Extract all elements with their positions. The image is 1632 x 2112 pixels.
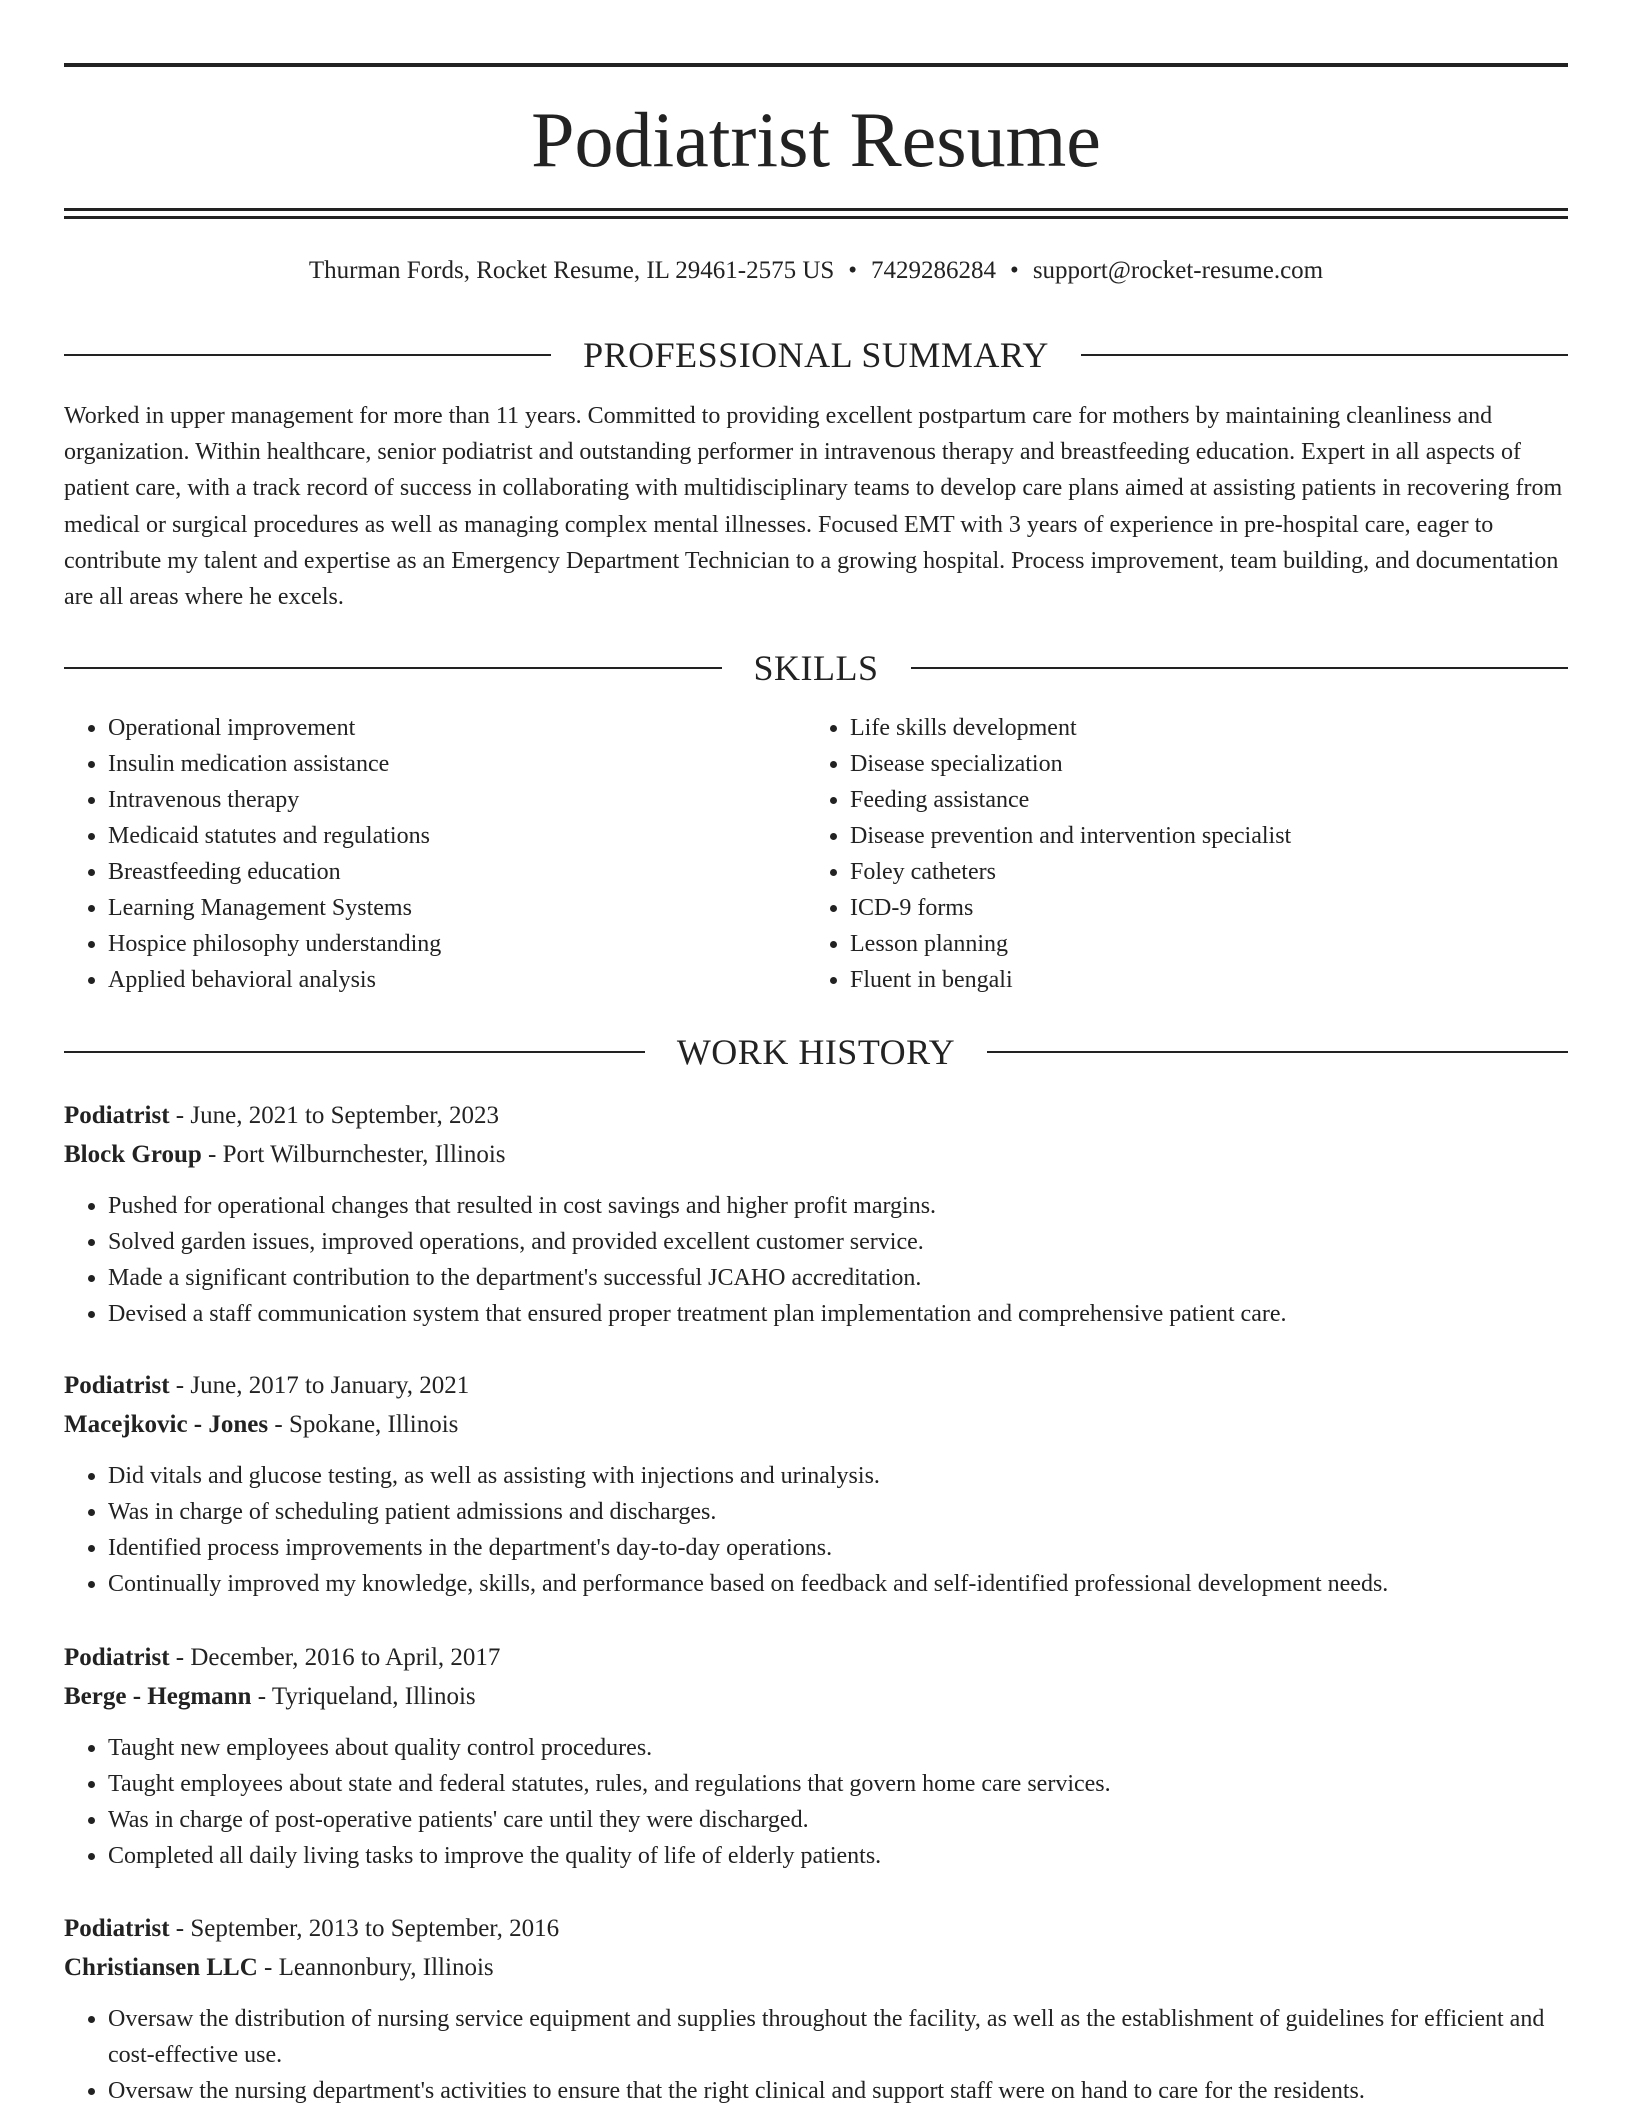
- job-bullet: • Made a significant contribution to the department's successful JCAHO accreditation.: [108, 1260, 1568, 1296]
- contact-separator: •: [848, 257, 858, 284]
- summary-heading: [64, 333, 1568, 377]
- job-location: - Spokane, Illinois: [268, 1411, 459, 1438]
- job-role-line: [64, 1909, 1568, 1948]
- skill-item: • Feeding assistance: [850, 782, 1548, 818]
- top-rule: [64, 63, 1568, 67]
- skill-item: • Medicaid statutes and regulations: [108, 818, 806, 854]
- job-entry: [64, 1096, 1568, 1332]
- job-title: Podiatrist: [64, 1915, 170, 1942]
- work-history-heading: [64, 1030, 1568, 1074]
- job-bullet: • Solved garden issues, improved operations, and provided excellent customer service.: [108, 1224, 1568, 1260]
- contact-address: Thurman Fords, Rocket Resume, IL 29461-2575 US: [308, 257, 835, 284]
- job-dates: - December, 2016 to April, 2017: [169, 1644, 501, 1671]
- job-dates: - June, 2017 to January, 2021: [169, 1372, 470, 1399]
- skill-item: • Lesson planning: [850, 926, 1548, 962]
- job-company: Macejkovic - Jones: [64, 1411, 269, 1438]
- job-bullet: • Pushed for operational changes that resulted in cost savings and higher profit margins.: [108, 1188, 1568, 1224]
- job-bullet: • Taught employees about state and federal statutes, rules, and regulations that govern home care services.: [108, 1766, 1568, 1802]
- job-bullets: [64, 1730, 1568, 1874]
- job-company-line: [64, 1677, 1568, 1716]
- job-bullets: [64, 1458, 1568, 1602]
- contact-email: support@rocket-resume.com: [1032, 257, 1324, 284]
- contact-line: [64, 254, 1568, 288]
- job-entry: [64, 1366, 1568, 1602]
- job-bullet: • Oversaw the nursing department's activities to ensure that the right clinical and support staff were on hand to care for the residents.: [108, 2073, 1568, 2109]
- job-entry: [64, 1909, 1568, 2109]
- heading-rule-right: [911, 667, 1569, 669]
- skill-item: • Life skills development: [850, 710, 1548, 746]
- skill-item: • Insulin medication assistance: [108, 746, 806, 782]
- job-bullet: • Continually improved my knowledge, skills, and performance based on feedback and self-identified professional development needs.: [108, 1566, 1568, 1602]
- title-double-rule-lower: [64, 216, 1568, 219]
- skill-item: • ICD-9 forms: [850, 890, 1548, 926]
- heading-rule-left: [64, 1051, 645, 1053]
- job-company-line: [64, 1405, 1568, 1444]
- contact-phone: 7429286284: [871, 257, 997, 284]
- skill-item: • Fluent in bengali: [850, 962, 1548, 998]
- summary-heading-label: PROFESSIONAL SUMMARY: [583, 335, 1049, 375]
- heading-rule-right: [987, 1051, 1568, 1053]
- heading-rule-right: [1081, 354, 1568, 356]
- job-bullet: • Did vitals and glucose testing, as well as assisting with injections and urinalysis.: [108, 1458, 1568, 1494]
- skills-column-right: [806, 710, 1548, 998]
- job-location: - Tyriqueland, Illinois: [251, 1683, 476, 1710]
- title-double-rule-upper: [64, 208, 1568, 211]
- job-company: Christiansen LLC: [64, 1954, 258, 1981]
- professional-summary: Worked in upper management for more than 11 years. Committed to providing excellent postpartum care for mothers by maintaining cleanliness and organization. Within healthcare, senior podiatrist and outstanding performer in intravenous therapy and breastfeeding education. Expert in all aspects of patient care, with a track record of success in collaborating with multidisciplinary teams to develop care plans aimed at assisting patients in recovering from medical or surgical procedures as well as managing complex mental illnesses. Focused EMT with 3 years of experience in pre-hospital care, eager to contribute my talent and expertise as an Emergency Department Technician to a growing hospital. Process improvement, team building, and documentation are all areas where he excels.: [64, 403, 1563, 611]
- job-company-line: [64, 1948, 1568, 1987]
- job-bullet: • Devised a staff communication system that ensured proper treatment plan implementation and comprehensive patient care.: [108, 1296, 1568, 1332]
- skill-item: • Hospice philosophy understanding: [108, 926, 806, 962]
- job-company: Block Group: [64, 1141, 202, 1168]
- job-role-line: [64, 1638, 1568, 1677]
- job-bullet: • Oversaw the distribution of nursing service equipment and supplies throughout the facility, as well as the establishment of guidelines for efficient and cost-effective use.: [108, 2001, 1568, 2073]
- contact-separator: •: [1010, 257, 1019, 284]
- job-bullet: • Identified process improvements in the department's day-to-day operations.: [108, 1530, 1568, 1566]
- job-location: - Port Wilburnchester, Illinois: [201, 1141, 506, 1168]
- skill-item: • Breastfeeding education: [108, 854, 806, 890]
- job-title: Podiatrist: [64, 1102, 170, 1129]
- heading-rule-left: [64, 667, 722, 669]
- job-dates: - September, 2013 to September, 2016: [169, 1915, 560, 1942]
- skill-item: • Disease prevention and intervention specialist: [850, 818, 1548, 854]
- skill-item: • Foley catheters: [850, 854, 1548, 890]
- heading-rule-left: [64, 354, 551, 356]
- job-company: Berge - Hegmann: [64, 1683, 252, 1710]
- job-role-line: [64, 1366, 1568, 1405]
- job-bullet: • Was in charge of post-operative patients' care until they were discharged.: [108, 1802, 1568, 1838]
- job-location: - Leannonbury, Illinois: [257, 1954, 494, 1981]
- job-company-line: [64, 1135, 1568, 1174]
- skill-item: • Learning Management Systems: [108, 890, 806, 926]
- skill-item: • Operational improvement: [108, 710, 806, 746]
- job-bullets: [64, 1188, 1568, 1332]
- job-bullet: • Was in charge of scheduling patient admissions and discharges.: [108, 1494, 1568, 1530]
- skill-item: • Applied behavioral analysis: [108, 962, 806, 998]
- skills-heading: [64, 646, 1568, 690]
- job-dates: - June, 2021 to September, 2023: [169, 1102, 500, 1129]
- job-role-line: [64, 1096, 1568, 1135]
- resume-title: Podiatrist Resume: [531, 96, 1101, 183]
- job-bullets: [64, 2001, 1568, 2109]
- skill-item: • Disease specialization: [850, 746, 1548, 782]
- job-bullet: • Taught new employees about quality control procedures.: [108, 1730, 1568, 1766]
- skills-heading-label: SKILLS: [753, 648, 879, 688]
- job-entry: [64, 1638, 1568, 1874]
- skill-item: • Intravenous therapy: [108, 782, 806, 818]
- job-title: Podiatrist: [64, 1372, 170, 1399]
- work-history-heading-label: WORK HISTORY: [676, 1032, 956, 1072]
- job-bullet: • Completed all daily living tasks to improve the quality of life of elderly patients.: [108, 1838, 1568, 1874]
- skills-column-left: [64, 710, 806, 998]
- job-title: Podiatrist: [64, 1644, 170, 1671]
- skills-list: [64, 710, 1568, 998]
